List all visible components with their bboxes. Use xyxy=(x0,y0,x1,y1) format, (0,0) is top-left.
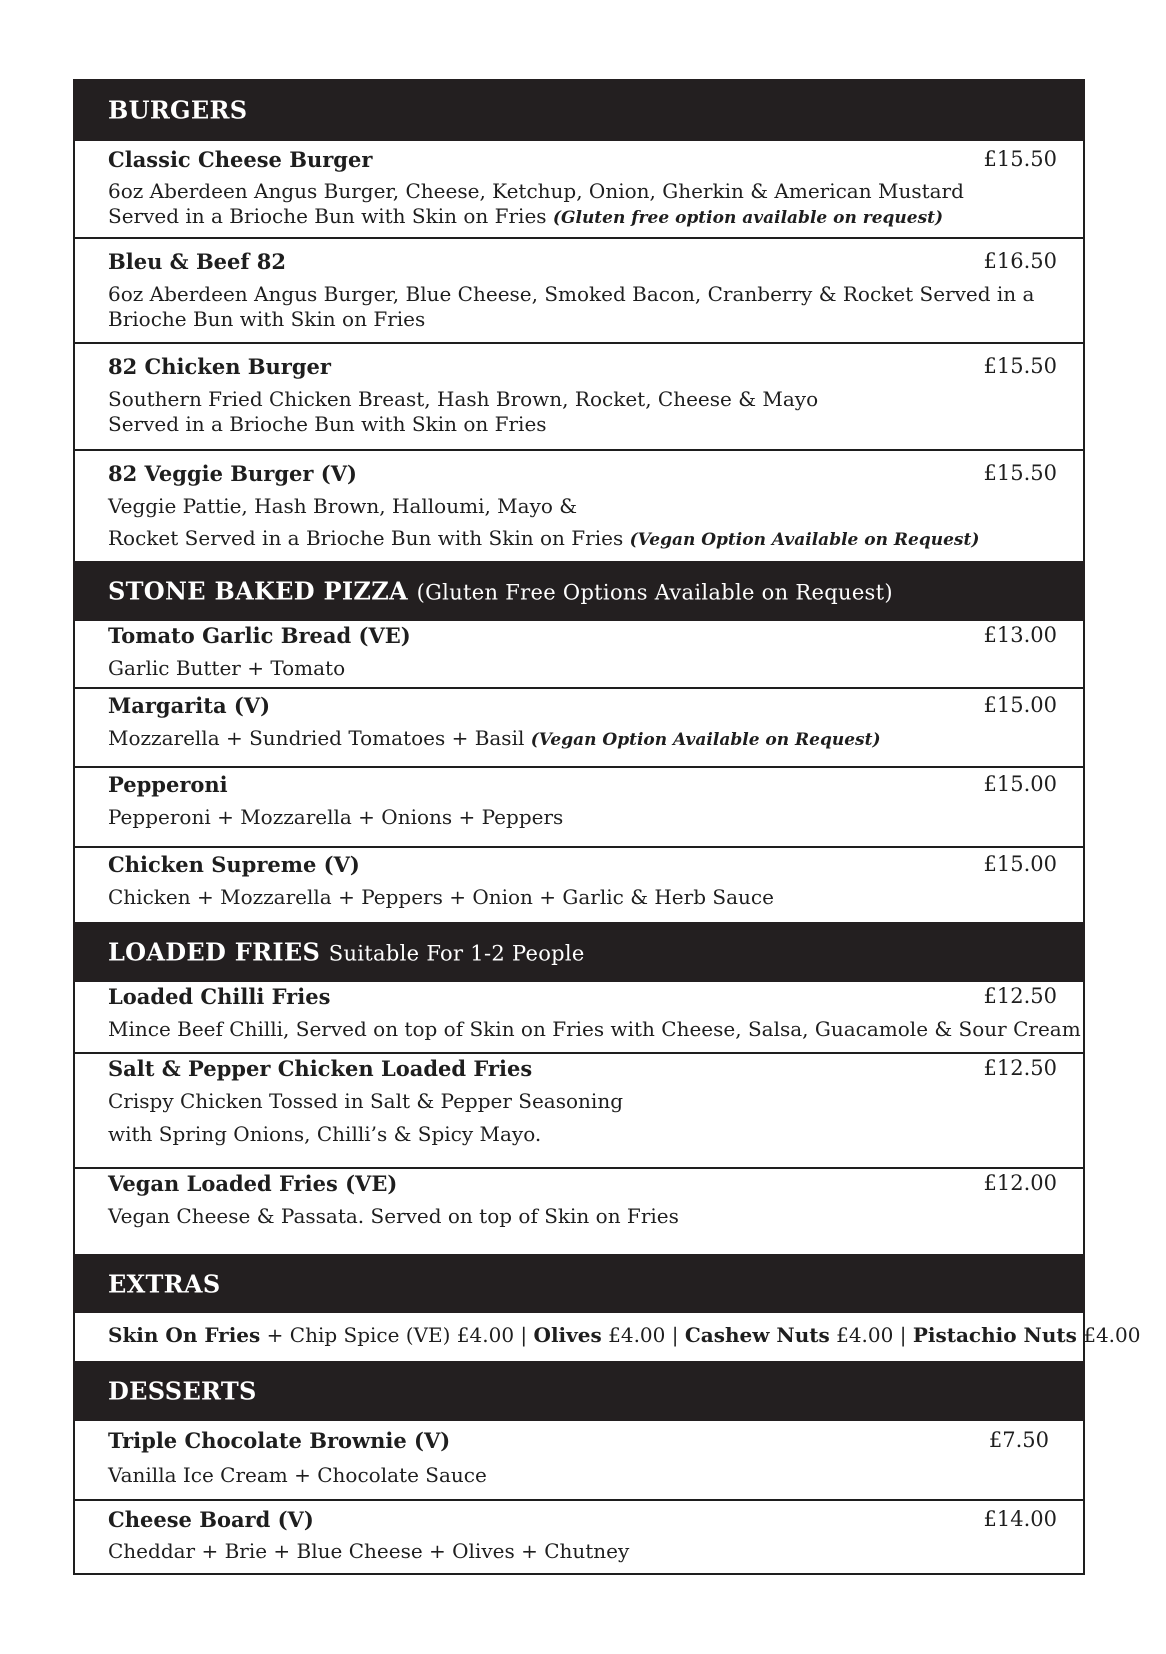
item-description-text: Rocket Served in a Brioche Bun with Skin on Fries xyxy=(108,526,624,550)
section-header-burgers xyxy=(73,79,1085,141)
extra-price: £4.00 xyxy=(601,1323,666,1347)
menu-item xyxy=(73,344,1085,451)
item-price: £15.00 xyxy=(983,852,1057,876)
item-name: Tomato Garlic Bread (VE) xyxy=(108,623,411,648)
item-price: £14.00 xyxy=(983,1507,1057,1531)
extra-name: Pistachio Nuts xyxy=(912,1323,1077,1347)
extra-price: £4.00 xyxy=(1076,1323,1141,1347)
menu-item xyxy=(73,1054,1085,1169)
item-price: £15.00 xyxy=(983,693,1057,717)
section-title xyxy=(108,938,585,967)
section-header-pizza xyxy=(73,561,1085,621)
item-description-text: Mozzarella + Sundried Tomatoes + Basil xyxy=(108,726,525,750)
item-price: £7.50 xyxy=(988,1428,1049,1452)
item-name: Bleu & Beef 82 xyxy=(108,249,286,274)
extra-name: Olives xyxy=(533,1323,602,1347)
item-description-text: Served in a Brioche Bun with Skin on Fries xyxy=(108,204,547,228)
section-title: BURGERS xyxy=(108,95,248,125)
item-description: Brioche Bun with Skin on Fries xyxy=(108,307,426,331)
item-description: Vegan Cheese & Passata. Served on top of Skin on Fries xyxy=(108,1204,679,1228)
section-header-extras xyxy=(73,1254,1085,1313)
item-note: (Vegan Option Available on Request) xyxy=(629,530,980,550)
item-note: (Gluten free option available on request) xyxy=(552,208,944,228)
item-description: Garlic Butter + Tomato xyxy=(108,656,346,680)
menu-item xyxy=(73,982,1085,1054)
item-price: £15.00 xyxy=(983,772,1057,796)
section-subtitle: Suitable For 1-2 People xyxy=(328,941,585,966)
item-price: £12.50 xyxy=(983,1056,1057,1080)
item-name: Vegan Loaded Fries (VE) xyxy=(108,1171,398,1196)
item-description xyxy=(108,526,979,553)
extra-separator: | xyxy=(514,1323,534,1347)
item-description xyxy=(108,204,943,231)
item-description: 6oz Aberdeen Angus Burger, Blue Cheese, Smoked Bacon, Cranberry & Rocket Served in a xyxy=(108,282,1035,306)
section-title xyxy=(108,577,893,606)
item-price: £16.50 xyxy=(983,249,1057,273)
item-name: Chicken Supreme (V) xyxy=(108,852,360,877)
menu-item xyxy=(73,768,1085,848)
item-note: (Vegan Option Available on Request) xyxy=(530,730,881,750)
item-description: Served in a Brioche Bun with Skin on Fries xyxy=(108,412,547,436)
item-description: Chicken + Mozzarella + Peppers + Onion + Garlic & Herb Sauce xyxy=(108,885,774,909)
menu-item xyxy=(73,451,1085,561)
menu-item xyxy=(73,1421,1085,1501)
menu-item xyxy=(73,621,1085,689)
extra-name: Skin On Fries xyxy=(108,1323,261,1347)
item-description: Veggie Pattie, Hash Brown, Halloumi, Mayo & xyxy=(108,494,578,518)
section-header-desserts xyxy=(73,1361,1085,1421)
item-price: £15.50 xyxy=(983,461,1057,485)
menu-item xyxy=(73,141,1085,239)
item-name: Pepperoni xyxy=(108,772,228,797)
item-name: Cheese Board (V) xyxy=(108,1507,314,1532)
item-description xyxy=(108,726,881,753)
menu-item xyxy=(73,1169,1085,1254)
item-name: Salt & Pepper Chicken Loaded Fries xyxy=(108,1056,533,1081)
item-price: £12.00 xyxy=(983,1171,1057,1195)
section-title-text: STONE BAKED PIZZA xyxy=(108,576,408,606)
item-price: £13.00 xyxy=(983,623,1057,647)
item-name: Loaded Chilli Fries xyxy=(108,984,331,1009)
item-description: Vanilla Ice Cream + Chocolate Sauce xyxy=(108,1463,487,1487)
item-description: 6oz Aberdeen Angus Burger, Cheese, Ketchup, Onion, Gherkin & American Mustard xyxy=(108,179,964,203)
item-name: 82 Chicken Burger xyxy=(108,354,331,379)
menu-item xyxy=(73,239,1085,344)
extra-separator: | xyxy=(893,1323,913,1347)
extra-separator: | xyxy=(665,1323,685,1347)
item-description: Pepperoni + Mozzarella + Onions + Peppers xyxy=(108,805,564,829)
extra-price: + Chip Spice (VE) £4.00 xyxy=(260,1323,515,1347)
item-description: Southern Fried Chicken Breast, Hash Brown, Rocket, Cheese & Mayo xyxy=(108,387,819,411)
item-price: £15.50 xyxy=(983,147,1057,171)
item-description: with Spring Onions, Chilli’s & Spicy Mayo. xyxy=(108,1122,542,1146)
item-name: 82 Veggie Burger (V) xyxy=(108,461,357,486)
item-description: Mince Beef Chilli, Served on top of Skin on Fries with Cheese, Salsa, Guacamole & Sour Cream xyxy=(108,1017,1081,1041)
extras-row xyxy=(73,1313,1141,1361)
menu-item xyxy=(73,848,1085,922)
item-description: Cheddar + Brie + Blue Cheese + Olives + Chutney xyxy=(108,1539,630,1563)
extras-list xyxy=(108,1323,1141,1347)
menu-item xyxy=(73,689,1085,768)
item-name: Classic Cheese Burger xyxy=(108,147,373,172)
menu-item xyxy=(73,1501,1085,1575)
extra-name: Cashew Nuts xyxy=(684,1323,830,1347)
item-name: Margarita (V) xyxy=(108,693,271,718)
section-header-loaded-fries xyxy=(73,922,1085,982)
item-price: £15.50 xyxy=(983,354,1057,378)
section-title-text: LOADED FRIES xyxy=(108,937,321,967)
item-name: Triple Chocolate Brownie (V) xyxy=(108,1428,451,1453)
section-title: EXTRAS xyxy=(108,1269,221,1298)
extra-price: £4.00 xyxy=(829,1323,894,1347)
section-title: DESSERTS xyxy=(108,1376,257,1406)
section-subtitle: (Gluten Free Options Available on Request) xyxy=(416,580,893,605)
item-description: Crispy Chicken Tossed in Salt & Pepper Seasoning xyxy=(108,1089,623,1113)
item-price: £12.50 xyxy=(983,984,1057,1008)
